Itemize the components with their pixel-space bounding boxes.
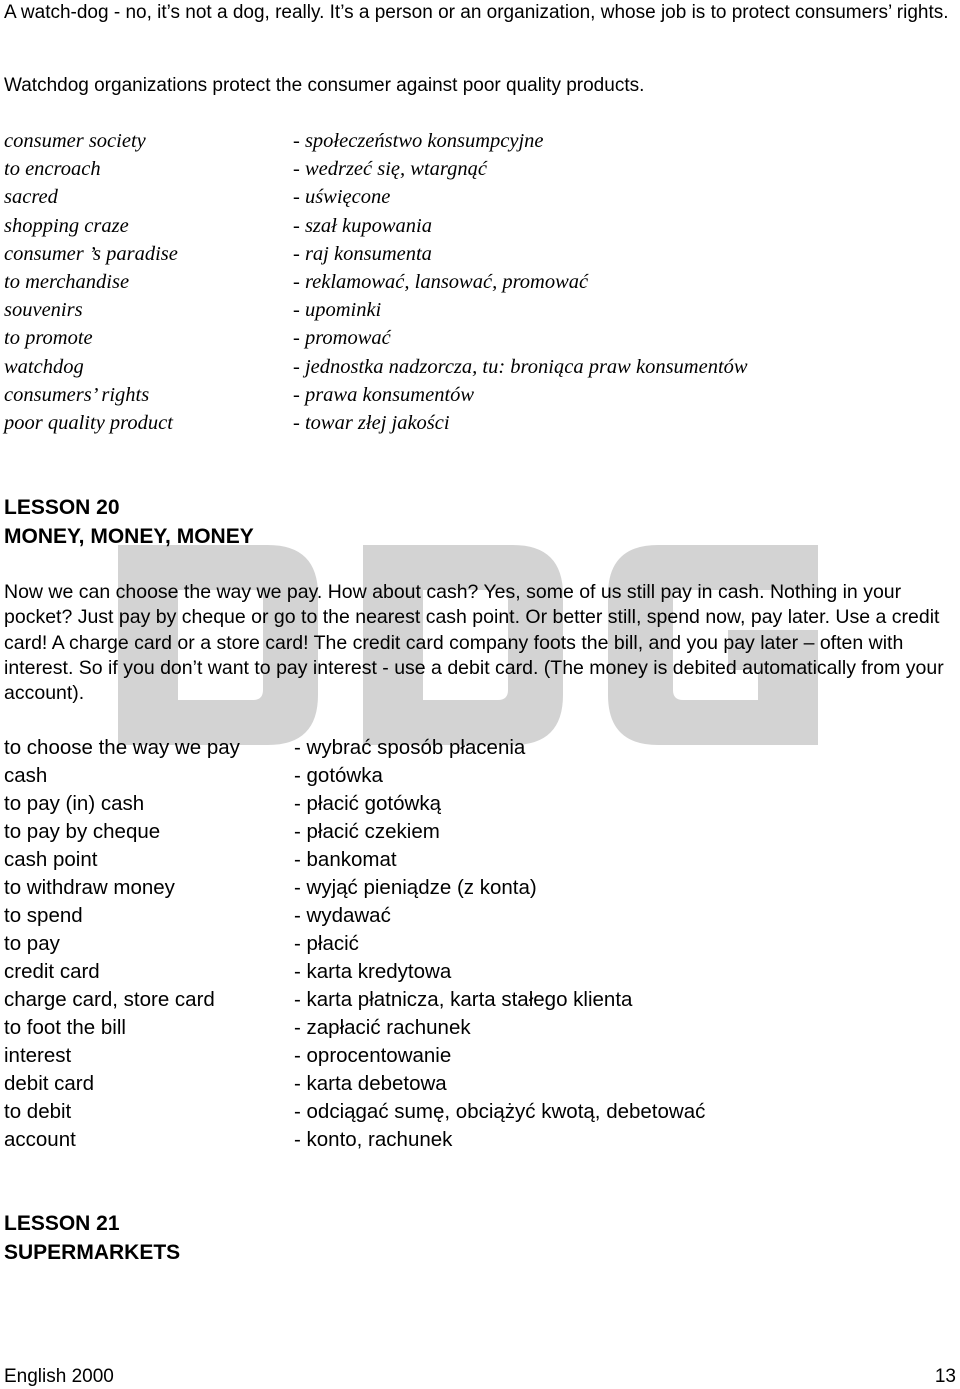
- vocab-english: sacred: [4, 186, 58, 209]
- vocab-row: [0, 762, 705, 790]
- vocab-row: [0, 183, 748, 211]
- vocab-row: [0, 268, 748, 296]
- lesson-number: LESSON 20: [4, 496, 120, 519]
- lesson-title: SUPERMARKETS: [4, 1241, 181, 1264]
- vocab-english: to pay: [4, 932, 60, 955]
- vocab-english: cash: [4, 764, 48, 787]
- intro-paragraph-1: A watch-dog - no, it’s not a dog, really. It’s a person or an organization, whose job is to protect consumers’ rights.: [4, 2, 949, 23]
- vocab-polish: - zapłacić rachunek: [294, 1016, 471, 1039]
- vocab-row: [0, 902, 705, 930]
- vocabulary-list-consumers: [0, 127, 748, 437]
- vocab-row: [0, 986, 705, 1014]
- vocab-row: [0, 155, 748, 183]
- vocab-polish: - karta debetowa: [294, 1072, 447, 1095]
- vocab-polish: - wyjąć pieniądze (z konta): [294, 876, 537, 899]
- vocab-english: to debit: [4, 1100, 72, 1123]
- vocab-polish: - reklamować, lansować, promować: [293, 271, 589, 294]
- vocab-row: [0, 846, 705, 874]
- vocab-polish: - odciągać sumę, obciążyć kwotą, debetować: [294, 1100, 706, 1123]
- vocab-row: [0, 409, 748, 437]
- vocab-english: to pay by cheque: [4, 820, 161, 843]
- lesson-number: LESSON 21: [4, 1212, 120, 1235]
- vocab-english: charge card, store card: [4, 988, 215, 1011]
- lesson-20-paragraph: Now we can choose the way we pay. How about cash? Yes, some of us still pay in cash. Nothing in your pocket? Just pay by cheque or go to the nearest cash point. Or better still, spend now, pay later. Use a credit card! A charge card or a store card! The credit card company foots the bill, and you pay later – often with interest. So if you don’t want to pay interest - use a debit card. (The money is debited automatically from your account).: [4, 581, 944, 705]
- vocab-polish: - bankomat: [294, 848, 397, 871]
- vocab-english: cash point: [4, 848, 98, 871]
- vocab-polish: - płacić czekiem: [294, 820, 440, 843]
- vocab-english: shopping craze: [4, 214, 129, 237]
- vocab-english: to withdraw money: [4, 876, 175, 899]
- vocab-polish: - jednostka nadzorcza, tu: broniąca praw konsumentów: [293, 355, 748, 378]
- vocab-row: [0, 1042, 705, 1070]
- vocab-polish: - społeczeństwo konsumpcyjne: [293, 130, 544, 152]
- vocab-polish: - prawa konsumentów: [293, 383, 475, 406]
- vocab-polish: - gotówka: [294, 764, 383, 787]
- vocab-english: debit card: [4, 1072, 95, 1095]
- vocab-polish: - uświęcone: [293, 186, 391, 209]
- vocab-english: credit card: [4, 960, 100, 983]
- vocab-polish: - raj konsumenta: [293, 242, 432, 265]
- vocab-polish: - wedrzeć się, wtargnąć: [293, 158, 487, 181]
- vocab-row: [0, 324, 748, 352]
- vocab-english: consumer society: [4, 130, 146, 152]
- vocab-english: account: [4, 1128, 76, 1151]
- vocab-polish: - oprocentowanie: [294, 1044, 452, 1067]
- vocab-english: to merchandise: [4, 271, 130, 294]
- vocab-polish: - szał kupowania: [293, 214, 432, 237]
- vocab-row: [0, 734, 705, 762]
- vocab-row: [0, 818, 705, 846]
- vocab-polish: - konto, rachunek: [294, 1128, 453, 1151]
- vocab-english: souvenirs: [4, 299, 83, 322]
- vocab-row: [0, 381, 748, 409]
- vocab-polish: - upominki: [293, 299, 382, 322]
- vocab-english: watchdog: [4, 355, 84, 378]
- vocab-row: [0, 1014, 705, 1042]
- vocabulary-list-money: [0, 734, 705, 1154]
- vocab-row: [0, 212, 748, 240]
- vocab-polish: - towar złej jakości: [293, 412, 450, 435]
- page-number: 13: [934, 1366, 956, 1387]
- vocab-english: to foot the bill: [4, 1016, 126, 1039]
- vocab-row: [0, 1098, 705, 1126]
- vocab-polish: - płacić: [294, 932, 359, 955]
- vocab-row: [0, 958, 705, 986]
- footer-title: English 2000: [4, 1366, 114, 1387]
- vocab-row: [0, 790, 705, 818]
- vocab-english: consumers’ rights: [4, 383, 150, 406]
- vocab-row: [0, 930, 705, 958]
- vocab-row: [0, 353, 748, 381]
- lesson-title: MONEY, MONEY, MONEY: [4, 525, 254, 548]
- vocab-english: poor quality product: [4, 412, 173, 435]
- vocab-row: [0, 1126, 705, 1154]
- vocab-english: to pay (in) cash: [4, 792, 145, 815]
- vocab-english: interest: [4, 1044, 72, 1067]
- vocab-english: to spend: [4, 904, 83, 927]
- lesson-20-heading: [4, 493, 254, 551]
- vocab-row: [0, 1070, 705, 1098]
- vocab-row: [0, 127, 748, 155]
- vocab-english: consumer ’s paradise: [4, 242, 178, 265]
- vocab-polish: - płacić gotówką: [294, 792, 441, 815]
- vocab-english: to encroach: [4, 158, 101, 181]
- lesson-21-heading: [4, 1209, 180, 1267]
- vocab-row: [0, 874, 705, 902]
- vocab-polish: - karta kredytowa: [294, 960, 452, 983]
- vocab-polish: - wybrać sposób płacenia: [294, 736, 526, 759]
- vocab-polish: - wydawać: [294, 904, 391, 927]
- vocab-row: [0, 296, 748, 324]
- vocab-row: [0, 240, 748, 268]
- vocab-english: to choose the way we pay: [4, 736, 240, 759]
- intro-paragraph-2: Watchdog organizations protect the consumer against poor quality products.: [4, 75, 645, 96]
- vocab-polish: - karta płatnicza, karta stałego klienta: [294, 988, 633, 1011]
- vocab-english: to promote: [4, 327, 93, 350]
- vocab-polish: - promować: [293, 327, 391, 350]
